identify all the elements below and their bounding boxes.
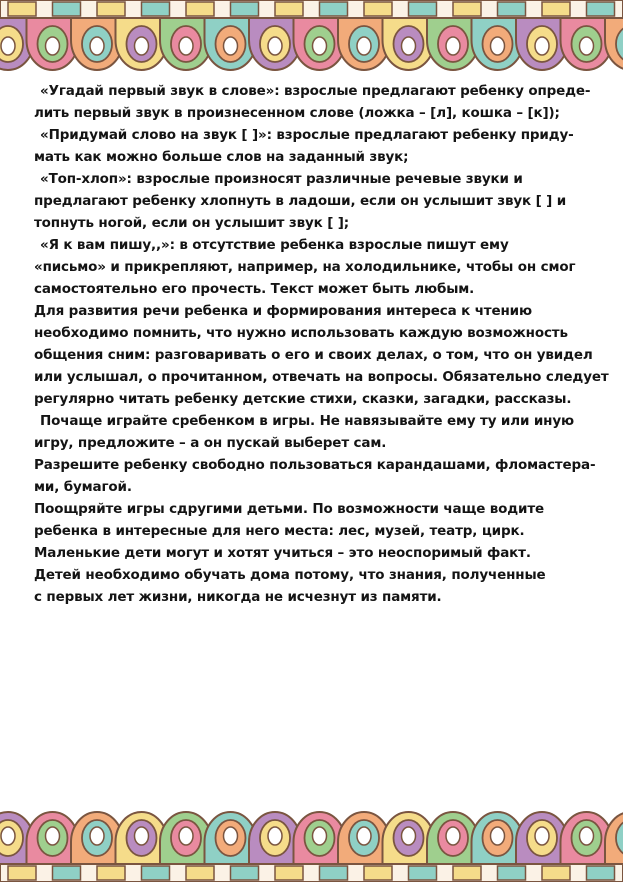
border-scallop-dot — [313, 827, 327, 845]
border-tile — [453, 2, 481, 16]
border-scallop-dot — [535, 827, 549, 845]
text-line: самостоятельно его прочесть. Текст может быть любым. — [34, 281, 475, 297]
text-line: «Я к вам пишу,,»: в отсутствие ребенка взрослые пишут ему — [40, 237, 509, 253]
text-line: мать как можно больше слов на заданный звук; — [34, 149, 409, 165]
border-scallop-dot — [402, 827, 416, 845]
text-line: или услышал, о прочитанном, отвечать на вопросы. Обязательно следует — [34, 369, 609, 385]
border-tile — [275, 866, 303, 880]
border-scallop-dot — [446, 37, 460, 55]
border-scallop-dot — [135, 37, 149, 55]
border-tile — [587, 866, 615, 880]
text-line: общения сним: разговаривать о его и своих делах, о том, что он увидел — [34, 347, 593, 363]
border-tile — [142, 2, 170, 16]
text-line: регулярно читать ребенку детские стихи, сказки, загадки, рассказы. — [34, 391, 572, 407]
border-tile — [364, 2, 392, 16]
text-line: предлагают ребенку хлопнуть в ладоши, если он услышит звук [ ] и — [34, 193, 567, 209]
border-tile — [8, 866, 36, 880]
border-tile — [542, 866, 570, 880]
border-tile — [498, 866, 526, 880]
border-scallop-dot — [357, 827, 371, 845]
border-scallop-dot — [535, 37, 549, 55]
border-tile — [542, 2, 570, 16]
border-scallop-dot — [357, 37, 371, 55]
text-line: «письмо» и прикрепляют, например, на холодильнике, чтобы он смог — [34, 259, 576, 275]
border-scallop-dot — [1, 827, 15, 845]
border-scallop-dot — [580, 37, 594, 55]
text-line: «Топ-хлоп»: взрослые произносят различные речевые звуки и — [40, 171, 523, 187]
border-tile — [498, 2, 526, 16]
border-scallop-dot — [179, 827, 193, 845]
text-line: Для развития речи ребенка и формирования интереса к чтению — [34, 303, 532, 319]
border-scallop-dot — [46, 37, 60, 55]
border-tile — [142, 866, 170, 880]
text-line: ребенка в интересные для него места: лес, музей, театр, цирк. — [34, 523, 525, 539]
border-tile — [320, 866, 348, 880]
border-tile — [186, 866, 214, 880]
text-line: «Угадай первый звук в слове»: взрослые предлагают ребенку опреде- — [40, 83, 591, 99]
border-tile — [231, 2, 259, 16]
text-line: Маленькие дети могут и хотят учиться – это неоспоримый факт. — [34, 545, 531, 561]
border-scallop-dot — [446, 827, 460, 845]
top-scallop-border — [0, 0, 623, 80]
border-tile — [587, 2, 615, 16]
border-tile — [453, 866, 481, 880]
border-scallop-dot — [1, 37, 15, 55]
text-line: топнуть ногой, если он услышит звук [ ]; — [34, 215, 350, 231]
border-tile — [409, 866, 437, 880]
text-line: Почаще играйте сребенком в игры. Не навязывайте ему ту или иную — [40, 413, 574, 429]
border-scallop-dot — [90, 37, 104, 55]
border-scallop-dot — [402, 37, 416, 55]
border-tile — [53, 866, 81, 880]
text-line: Разрешите ребенку свободно пользоваться карандашами, фломастера- — [34, 457, 596, 473]
border-scallop-dot — [224, 37, 238, 55]
border-tile — [53, 2, 81, 16]
border-scallop-dot — [179, 37, 193, 55]
text-line: игру, предложите – а он пускай выберет сам. — [34, 435, 387, 451]
border-scallop-dot — [268, 827, 282, 845]
text-line: с первых лет жизни, никогда не исчезнут из памяти. — [34, 589, 442, 605]
border-tile — [275, 2, 303, 16]
border-tile — [186, 2, 214, 16]
text-line: лить первый звук в произнесенном слове (ложка – [л], кошка – [к]); — [34, 105, 560, 121]
text-line: Поощряйте игры сдругими детьми. По возможности чаще водите — [34, 501, 545, 517]
border-tile — [364, 866, 392, 880]
text-line: «Придумай слово на звук [ ]»: взрослые предлагают ребенку приду- — [40, 127, 574, 143]
document-body — [34, 80, 609, 608]
border-scallop-dot — [90, 827, 104, 845]
border-scallop-dot — [580, 827, 594, 845]
text-line: Детей необходимо обучать дома потому, что знания, полученные — [34, 567, 546, 583]
border-scallop-dot — [224, 827, 238, 845]
border-scallop-dot — [491, 37, 505, 55]
border-tile — [320, 2, 348, 16]
border-tile — [97, 866, 125, 880]
bottom-scallop-border — [0, 802, 623, 882]
border-tile — [8, 2, 36, 16]
border-scallop-dot — [46, 827, 60, 845]
text-line: необходимо помнить, что нужно использовать каждую возможность — [34, 325, 568, 341]
border-scallop-dot — [268, 37, 282, 55]
text-line: ми, бумагой. — [34, 479, 132, 495]
border-scallop-dot — [491, 827, 505, 845]
border-tile — [231, 866, 259, 880]
border-scallop-dot — [313, 37, 327, 55]
border-tile — [97, 2, 125, 16]
border-tile — [409, 2, 437, 16]
border-scallop-dot — [135, 827, 149, 845]
